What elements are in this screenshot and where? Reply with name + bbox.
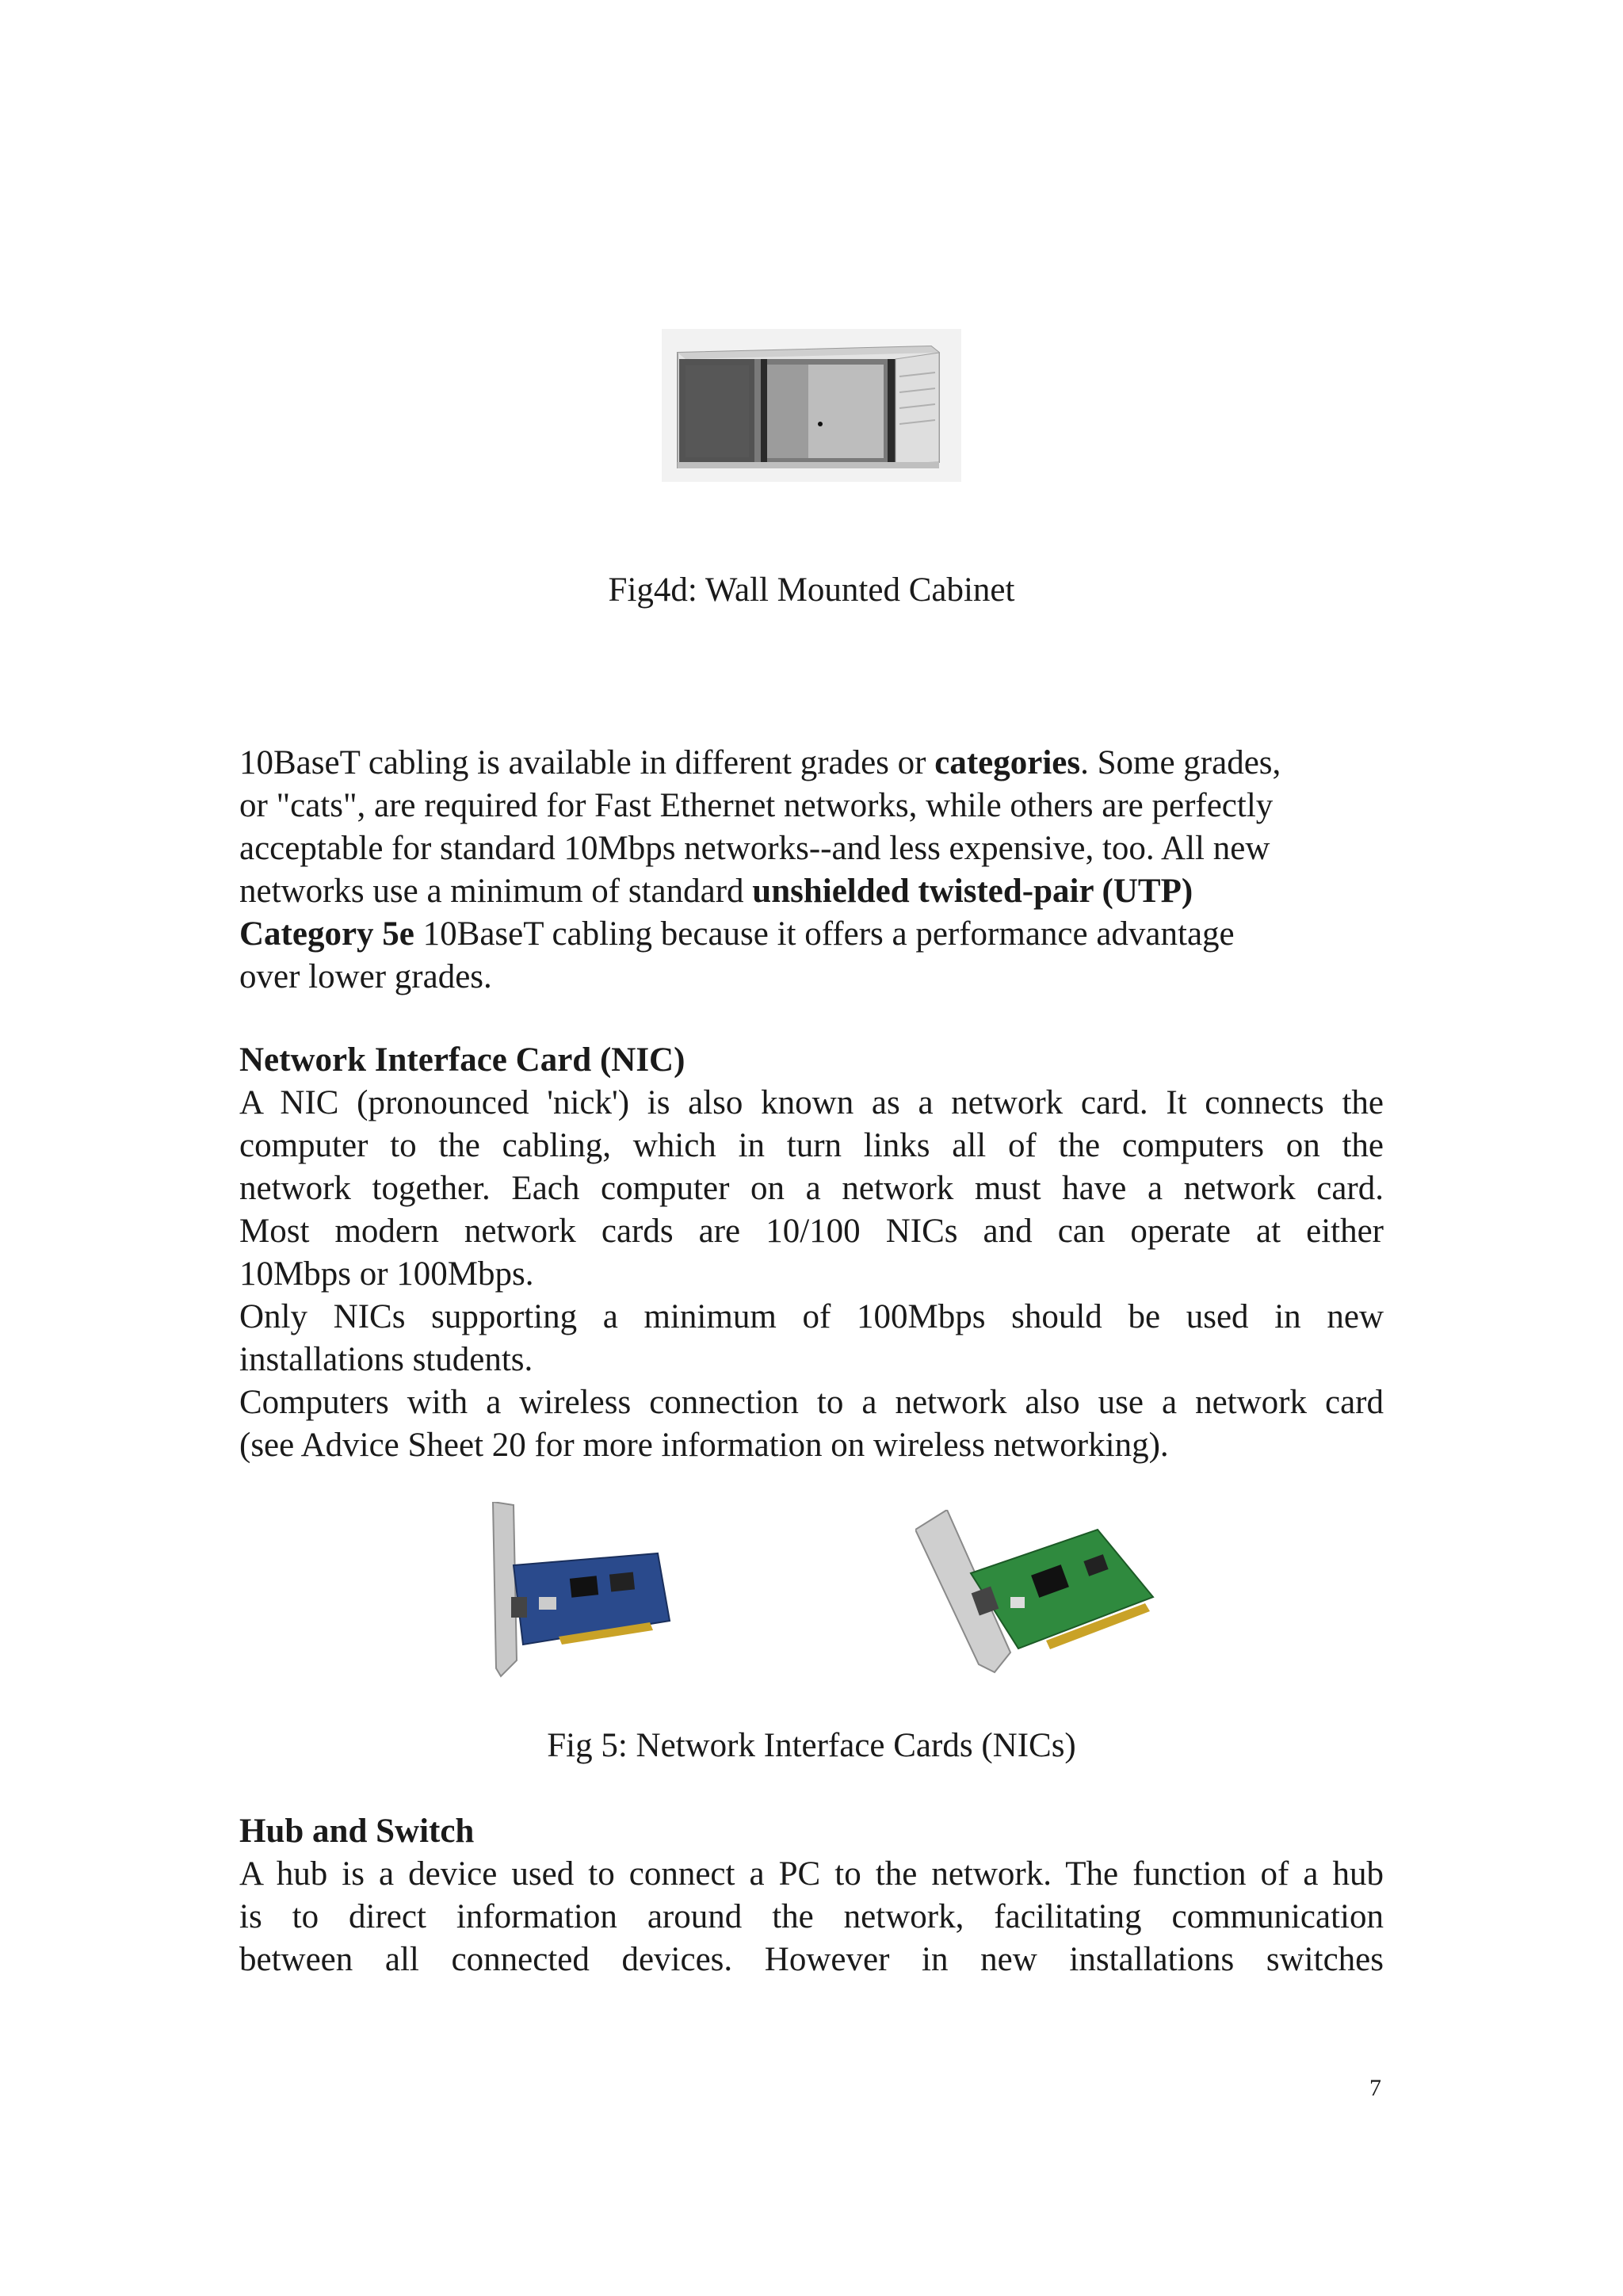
fig4d-caption: Fig4d: Wall Mounted Cabinet bbox=[608, 571, 1015, 609]
utp-term: unshielded twisted-pair (UTP) bbox=[752, 873, 1193, 910]
hub-section bbox=[239, 1810, 1384, 1981]
fig5-caption: Fig 5: Network Interface Cards (NICs) bbox=[547, 1727, 1076, 1764]
nic-line: A NIC (pronounced 'nick') is also known as a network card. It connects the bbox=[239, 1084, 1384, 1121]
cabling-line-2: or "cats", are required for Fast Ethernet networks, while others are perfectly bbox=[239, 787, 1274, 824]
nic-line: Computers with a wireless connection to a network also use a network card bbox=[239, 1384, 1384, 1421]
hub-line: is to direct information around the network, facilitating communication bbox=[239, 1898, 1384, 1935]
nic-heading: Network Interface Card (NIC) bbox=[239, 1041, 685, 1079]
cabling-text: 10BaseT cabling because it offers a performance advantage bbox=[414, 915, 1235, 953]
nic-line: Only NICs supporting a minimum of 100Mbps should be used in new bbox=[239, 1298, 1384, 1335]
hub-line: A hub is a device used to connect a PC to the network. The function of a hub bbox=[239, 1855, 1384, 1893]
nic-line: computer to the cabling, which in turn links all of the computers on the bbox=[239, 1127, 1384, 1164]
cabling-paragraph bbox=[239, 742, 1384, 999]
nic-blue-image bbox=[483, 1502, 678, 1680]
hub-line: between all connected devices. However in new installations switches bbox=[239, 1941, 1384, 1978]
nic-line: 10Mbps or 100Mbps. bbox=[239, 1255, 534, 1293]
cabling-line-1 bbox=[239, 742, 1384, 785]
nic-section bbox=[239, 1039, 1384, 1467]
cabling-line-3: acceptable for standard 10Mbps networks--and less expensive, too. All new bbox=[239, 830, 1270, 867]
wall-cabinet-image bbox=[662, 329, 961, 482]
cabling-text: 10BaseT cabling is available in different grades or bbox=[239, 744, 935, 781]
cabling-line-6: over lower grades. bbox=[239, 958, 492, 995]
page-number: 7 bbox=[1369, 2075, 1381, 2101]
nic-green-image bbox=[915, 1510, 1157, 1680]
categories-term: categories bbox=[934, 744, 1081, 781]
nic-line: (see Advice Sheet 20 for more information on wireless networking). bbox=[239, 1427, 1169, 1464]
nic-line: network together. Each computer on a network must have a network card. bbox=[239, 1170, 1384, 1207]
cabling-text: networks use a minimum of standard bbox=[239, 873, 753, 910]
cat5e-term: Category 5e bbox=[239, 915, 414, 953]
cabling-line-5 bbox=[239, 913, 1384, 956]
cabling-line-4 bbox=[239, 870, 1384, 913]
hub-heading: Hub and Switch bbox=[239, 1813, 475, 1850]
nic-line: Most modern network cards are 10/100 NICs and can operate at either bbox=[239, 1213, 1384, 1250]
nic-line: installations students. bbox=[239, 1341, 533, 1378]
cabling-text: . Some grades, bbox=[1080, 744, 1281, 781]
